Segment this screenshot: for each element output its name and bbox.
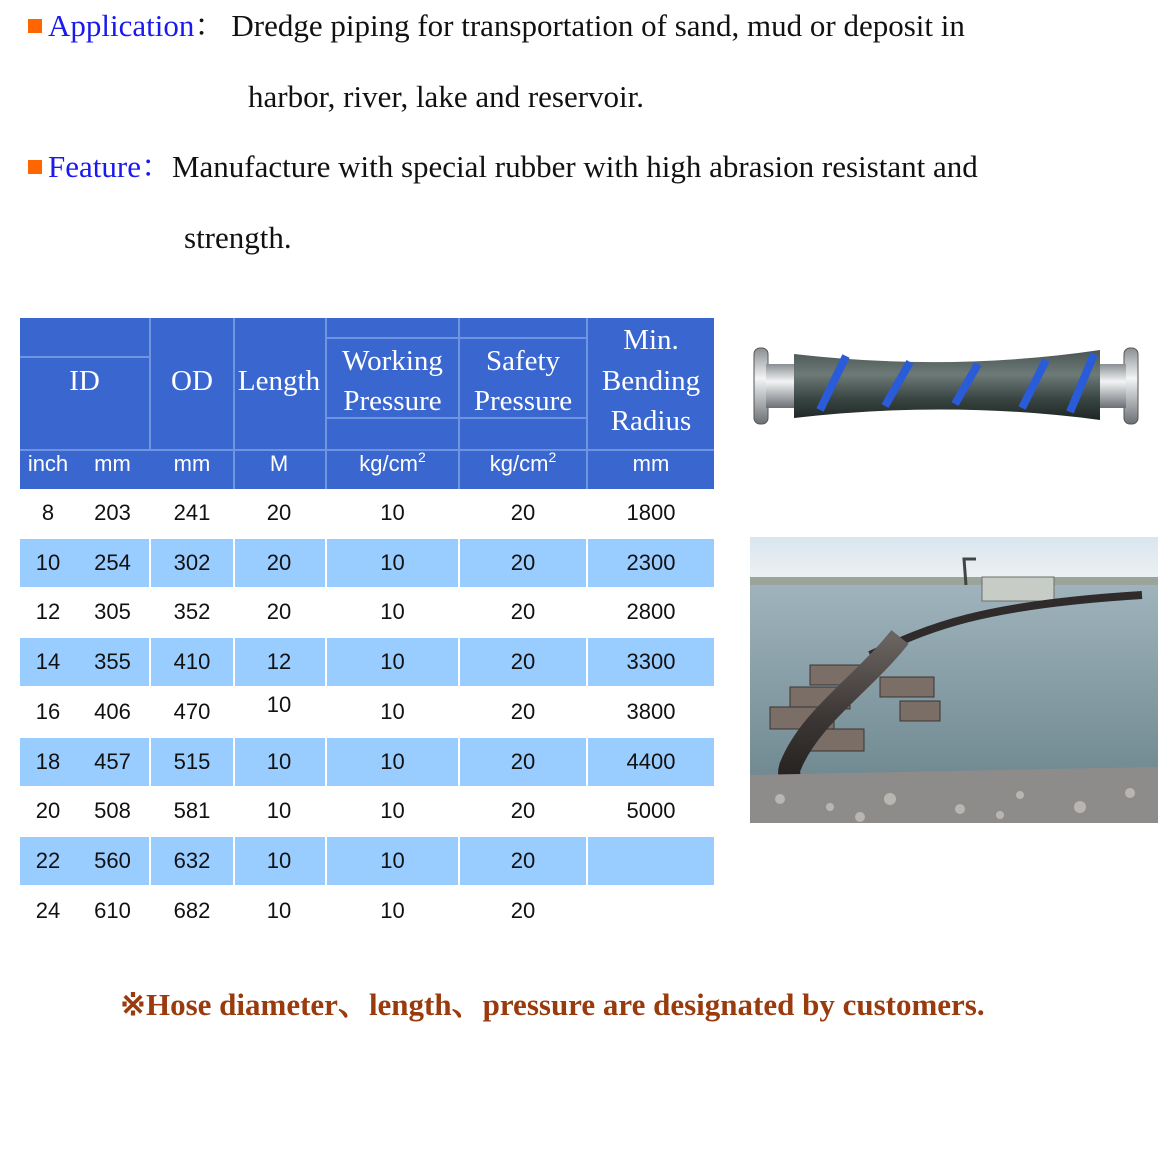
table-cell: 682 [173,897,211,923]
table-cell: 24 [35,897,61,923]
table-cell: 352 [173,599,211,625]
header-working: Working [342,345,443,377]
header-id: ID [69,365,100,397]
table-cell: 457 [94,748,131,774]
table-cell: 20 [35,798,61,824]
table-cell [588,837,714,885]
header-radius: Radius [610,405,692,437]
designation-note: ※Hose diameter、length、pressure are designated by customers. [120,987,985,1022]
table-cell: 581 [173,798,211,824]
table-cell: 10 [380,748,405,774]
table-cell: 302 [173,549,211,575]
table-cell: 20 [510,649,536,675]
table-cell: 20 [510,599,536,625]
feature-line [28,149,978,185]
table-cell: 355 [94,649,131,675]
table-cell: 203 [94,500,131,525]
table-row [20,588,714,636]
table-cell: 10 [266,748,292,774]
table-cell: 2300 [626,549,676,575]
table-cell: 410 [173,649,211,675]
table-cell: 20 [510,549,536,575]
table-cell: 20 [266,500,292,525]
header-od: OD [171,365,213,397]
table-cell: 305 [94,599,131,625]
table-cell: 10 [266,897,292,923]
feature-colon: ： [140,149,172,184]
application-text-1: Dredge piping for transportation of sand, mud or deposit in [231,8,965,43]
table-cell: 20 [266,549,292,575]
table-cell: 14 [35,649,61,675]
unit-inch: inch [27,451,69,476]
unit-mm-od: mm [173,451,211,476]
bullet-square-icon [28,160,42,174]
table-cell: 22 [35,847,61,873]
header-safety-pressure: Pressure [473,385,573,417]
application-colon: ： [194,8,226,43]
table-cell: 1800 [626,500,676,525]
unit-kg-safety: $kg/cm^2$ [489,449,557,476]
header-length: Length [237,365,321,397]
table-cell: 508 [94,798,131,824]
table-cell: 470 [173,698,211,724]
table-cell: 10 [380,698,405,724]
table-cell: 2800 [626,599,676,625]
feature-text-2: strength. [184,220,292,255]
table-cell: 16 [35,698,61,724]
header-working-pressure: Pressure [343,385,442,417]
table-cell: 560 [94,847,131,873]
table-cell: 10 [380,897,405,923]
table-cell: 18 [35,748,61,774]
table-row [20,887,714,935]
table-cell: 4400 [626,748,676,774]
table-cell: 10 [266,691,292,717]
application-label: Application [48,8,195,43]
header-min: Min. [623,324,679,356]
table-row [20,539,714,587]
table-cell: 20 [510,798,536,824]
table-cell: 10 [266,798,292,824]
table-row [20,787,714,835]
table-cell: 20 [510,847,536,873]
header-safety: Safety [485,345,561,377]
header-bending: Bending [601,365,701,397]
table-row [20,688,714,736]
unit-mm-radius: mm [632,451,670,476]
unit-mm-id: mm [94,451,131,476]
table-cell: 406 [94,698,131,724]
table-row [20,837,714,885]
bullet-square-icon [28,19,42,33]
table-row [20,738,714,786]
table-header [20,318,714,489]
table-cell: 10 [266,847,292,873]
table-cell: 12 [266,649,292,675]
table-cell: 10 [380,798,405,824]
table-cell: 20 [510,897,536,923]
feature-text-1: Manufacture with special rubber with high abrasion resistant and [171,149,978,184]
table-cell: 10 [380,500,405,525]
table-cell: 10 [35,549,61,575]
table-cell: 515 [173,748,211,774]
table-cell: 632 [173,847,211,873]
table-cell: 5000 [626,798,676,824]
table-cell: 10 [380,599,405,625]
table-cell: 3800 [626,698,676,724]
table-cell: 20 [510,500,536,525]
table-cell: 10 [380,649,405,675]
unit-m: M [269,451,289,476]
table-row [20,638,714,686]
table-cell: 8 [41,500,55,525]
table-cell: 20 [510,698,536,724]
feature-label: Feature [48,149,141,184]
dredge-site-photo [750,537,1158,823]
application-text-2: harbor, river, lake and reservoir. [248,79,645,114]
hose-photo [750,340,1142,430]
unit-kg-working: $kg/cm^2$ [359,449,426,476]
table-cell: 20 [266,599,292,625]
table-cell: 254 [94,549,131,575]
application-line [28,8,965,44]
table-cell: 20 [510,748,536,774]
table-cell [588,887,714,935]
table-cell: 3300 [626,649,676,675]
table-row [20,489,714,537]
table-cell: 610 [94,897,131,923]
table-cell: 12 [35,599,61,625]
table-cell: 10 [380,847,405,873]
table-cell: 241 [173,500,211,525]
table-cell: 10 [380,549,405,575]
